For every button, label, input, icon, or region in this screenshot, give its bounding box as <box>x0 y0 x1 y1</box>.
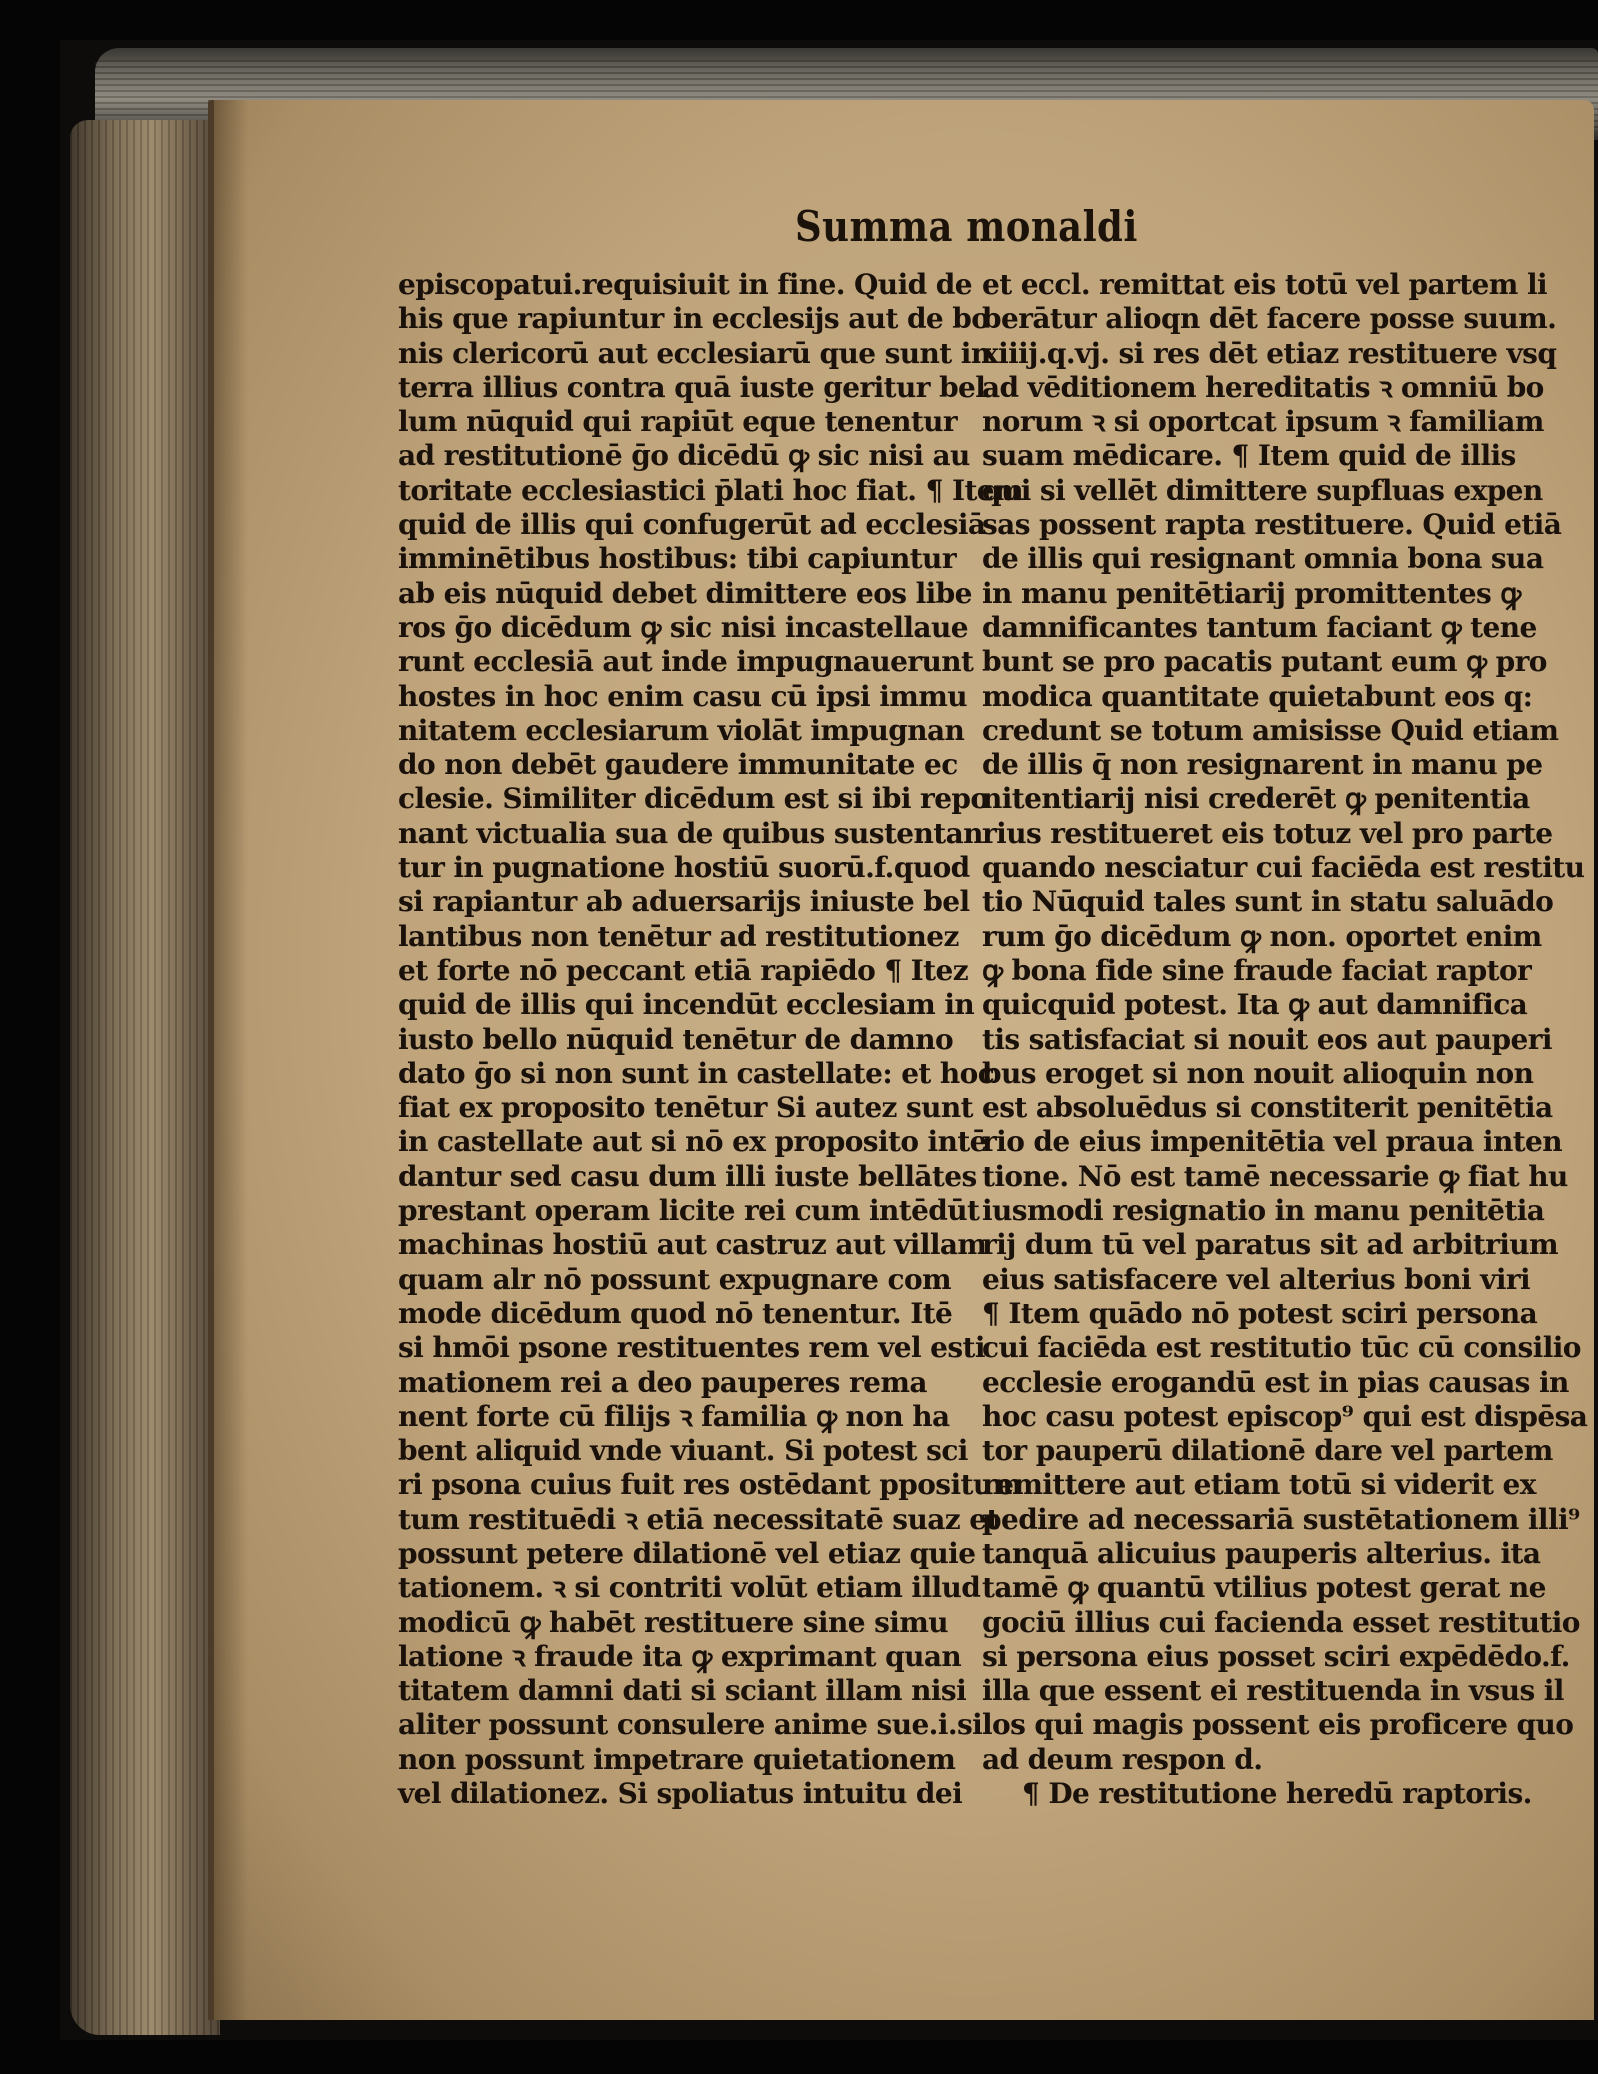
text-line: suam mēdicare. ¶ Item quid de illis <box>982 439 1516 473</box>
text-line: rius restitueret eis totuz vel pro parte <box>982 816 1553 850</box>
text-line: qui si vellēt dimittere supfluas expen <box>982 473 1543 507</box>
text-line: ri psona cuius fuit res ostēdant ppositum <box>398 1468 1022 1502</box>
text-line: in castellate aut si nō ex proposito intē <box>398 1125 987 1159</box>
text-line: et forte nō peccant etiā rapiēdo ¶ Itez <box>398 953 969 987</box>
text-line: imminētibus hostibus: tibi capiuntur <box>398 542 956 576</box>
text-line: clesie. Similiter dicēdum est si ibi repo <box>398 782 989 816</box>
text-line: illa que essent ei restituenda in vsus il <box>982 1674 1564 1708</box>
text-line: latione ꝛ fraude ita ꝙ exprimant quan <box>398 1639 962 1673</box>
text-line: terra illius contra quā iuste geritur bel <box>398 370 986 404</box>
text-line: tio Nūquid tales sunt in statu saluādo <box>982 885 1554 919</box>
text-line: mode dicēdum quod nō tenentur. Itē <box>398 1296 953 1330</box>
text-column-right <box>982 268 1588 1811</box>
text-line: episcopatui.requisiuit in fine. Quid de <box>398 268 972 301</box>
text-line: norum ꝛ si oportcat ipsum ꝛ familiam <box>982 405 1544 439</box>
running-head: Summa monaldi <box>795 202 1138 251</box>
text-line: titatem damni dati si sciant illam nisi <box>398 1674 967 1708</box>
text-line: runt ecclesiā aut inde impugnauerunt <box>398 645 974 679</box>
text-line: hostes in hoc enim casu cū ipsi immu <box>398 679 968 713</box>
text-line: los qui magis possent eis proficere quo <box>982 1708 1574 1742</box>
text-line: gociū illius cui facienda esset restitutio <box>982 1605 1580 1639</box>
text-line: rij dum tū vel paratus sit ad arbitrium <box>982 1228 1559 1262</box>
text-line: de illis qui resignant omnia bona sua <box>982 542 1544 576</box>
text-line: xiiij.q.vj. si res dēt etiaz restituere vsq <box>982 336 1557 370</box>
text-line: tationem. ꝛ si contriti volūt etiam illud <box>398 1571 981 1605</box>
text-line: iusto bello nūquid tenētur de damno <box>398 1022 954 1056</box>
text-line: eius satisfacere vel alterius boni viri <box>982 1262 1531 1296</box>
text-line: quicquid potest. Ita ꝙ aut damnifica <box>982 988 1528 1022</box>
text-column-left <box>398 268 1024 1811</box>
text-line: nis clericorū aut ecclesiarū que sunt in <box>398 336 991 370</box>
text-line: si hmōi psone restituentes rem vel esti <box>398 1331 985 1365</box>
page-gutter-shadow <box>208 100 248 2020</box>
text-line: tione. Nō est tamē necessarie ꝙ fiat hu <box>982 1159 1568 1193</box>
text-line: modica quantitate quietabunt eos q: <box>982 679 1533 713</box>
text-line: nant victualia sua de quibus sustentan <box>398 816 983 850</box>
text-line: machinas hostiū aut castruz aut villam <box>398 1228 987 1262</box>
text-line: ad restitutionē ḡo dicēdū ꝙ sic nisi au <box>398 439 970 473</box>
text-line: si persona eius posset sciri expēdēdo.f. <box>982 1639 1570 1673</box>
text-line: bent aliquid vnde viuant. Si potest sci <box>398 1434 968 1468</box>
text-line: credunt se totum amisisse Quid etiam <box>982 713 1559 747</box>
text-line: de illis q̄ non resignarent in manu pe <box>982 748 1543 782</box>
text-line: quando nesciatur cui faciēda est restitu <box>982 851 1585 885</box>
text-line: quid de illis qui incendūt ecclesiam in <box>398 988 975 1022</box>
text-line: mationem rei a deo pauperes rema <box>398 1365 927 1399</box>
text-line: lantibus non tenētur ad restitutionez <box>398 919 959 953</box>
text-line: tanquā alicuius pauperis alterius. ita <box>982 1536 1541 1570</box>
text-line: lum nūquid qui rapiūt eque tenentur <box>398 405 958 439</box>
text-line: iusmodi resignatio in manu penitētia <box>982 1194 1545 1228</box>
text-line: do non debēt gaudere immunitate ec <box>398 748 958 782</box>
text-line: nitatem ecclesiarum violāt impugnan <box>398 713 965 747</box>
text-line: ros ḡo dicēdum ꝙ sic nisi incastellaue <box>398 610 968 644</box>
text-line: vel dilationez. Si spoliatus intuitu dei <box>398 1777 963 1811</box>
text-line: est absoluēdus si constiterit penitētia <box>982 1091 1553 1125</box>
text-line: prestant operam licite rei cum intēdūt <box>398 1194 980 1228</box>
text-line: in manu penitētiarij promittentes ꝙ <box>982 576 1521 610</box>
text-line: remittere aut etiam totū si viderit ex <box>982 1468 1536 1502</box>
text-line: tur in pugnatione hostiū suorū.f.quod <box>398 851 970 885</box>
text-line: bunt se pro pacatis putant eum ꝙ pro <box>982 645 1547 679</box>
text-line: ecclesie erogandū est in pias causas in <box>982 1365 1569 1399</box>
text-line: non possunt impetrare quietationem <box>398 1742 956 1776</box>
text-line: hoc casu potest episcop⁹ qui est dispēsa <box>982 1399 1588 1433</box>
text-line: tis satisfaciat si nouit eos aut pauperi <box>982 1022 1552 1056</box>
text-line: possunt petere dilationē vel etiaz quie <box>398 1536 976 1570</box>
text-line: quam alr nō possunt expugnare com <box>398 1262 952 1296</box>
text-line: ¶ De restitutione heredū raptoris. <box>1022 1777 1532 1811</box>
text-line: sas possent rapta restituere. Quid etiā <box>982 508 1562 542</box>
text-line: ꝙ bona fide sine fraude faciat raptor <box>982 953 1532 987</box>
text-line: damnificantes tantum faciant ꝙ tene <box>982 610 1537 644</box>
text-line: aliter possunt consulere anime sue.i.si <box>398 1708 983 1742</box>
text-line: fiat ex proposito tenētur Si autez sunt <box>398 1091 974 1125</box>
text-line: ad vēditionem hereditatis ꝛ omniū bo <box>982 370 1544 404</box>
text-line: ab eis nūquid debet dimittere eos libe <box>398 576 972 610</box>
text-line: nitentiarij nisi crederēt ꝙ penitentia <box>982 782 1530 816</box>
text-line: berātur alioqn dēt facere posse suum. <box>982 302 1557 336</box>
text-line: modicū ꝙ habēt restituere sine simu <box>398 1605 949 1639</box>
text-line: his que rapiuntur in ecclesijs aut de bo <box>398 302 990 336</box>
text-line: quid de illis qui confugerūt ad ecclesiā <box>398 508 986 542</box>
text-line: dantur sed casu dum illi iuste bellātes <box>398 1159 977 1193</box>
text-line: si rapiantur ab aduersarijs iniuste bel <box>398 885 970 919</box>
text-line: cui faciēda est restitutio tūc cū consilio <box>982 1331 1581 1365</box>
text-line: ¶ Item quādo nō potest sciri persona <box>982 1296 1538 1330</box>
text-line: ad deum respon d. <box>982 1742 1263 1776</box>
text-line: toritate ecclesiastici p̄lati hoc fiat. ¶ Item <box>398 473 1024 507</box>
text-line: tor pauperū dilationē dare vel partem <box>982 1434 1553 1468</box>
text-line: nent forte cū filijs ꝛ familia ꝙ non ha <box>398 1399 950 1433</box>
text-line: et eccl. remittat eis totū vel partem li <box>982 268 1548 301</box>
text-line: rio de eius impenitētia vel praua inten <box>982 1125 1563 1159</box>
text-line: rum ḡo dicēdum ꝙ non. oportet enim <box>982 919 1542 953</box>
text-line: tum restituēdi ꝛ etiā necessitatē suaz et <box>398 1502 999 1536</box>
page-stack-texture <box>70 120 220 2035</box>
text-line: dato ḡo si non sunt in castellate: et hoc <box>398 1056 995 1090</box>
text-line: pedire ad necessariā sustētationem illi⁹ <box>982 1502 1580 1536</box>
text-line: tamē ꝙ quantū vtilius potest gerat ne <box>982 1571 1546 1605</box>
text-line: bus eroget si non nouit alioquin non <box>982 1056 1534 1090</box>
